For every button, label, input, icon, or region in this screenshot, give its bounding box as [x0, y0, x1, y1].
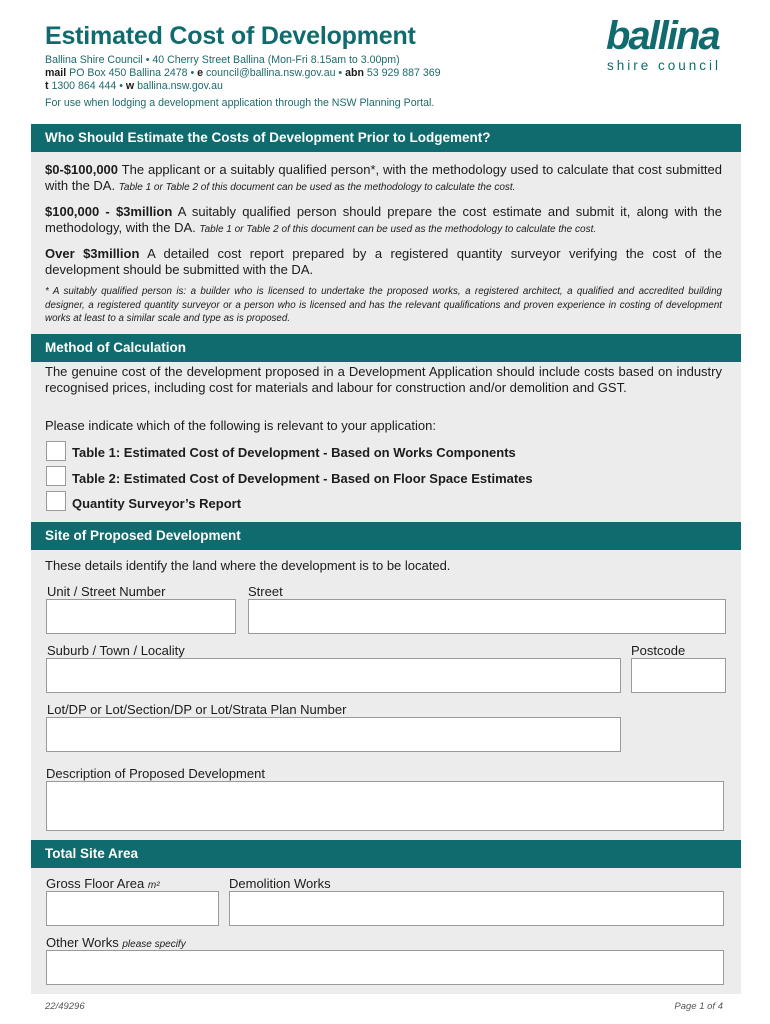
- contact-line-mail: mail PO Box 450 Ballina 2478 • e council@ballina.nsw.gov.au • abn 53 929 887 369: [45, 67, 441, 79]
- section-heading-site: Site of Proposed Development: [31, 522, 741, 550]
- checkbox-table2[interactable]: [46, 466, 66, 486]
- section-heading-method: Method of Calculation: [31, 334, 741, 362]
- contact-line-phone: t 1300 864 444 • w ballina.nsw.gov.au: [45, 80, 223, 92]
- checkbox-qs-report[interactable]: [46, 491, 66, 511]
- method-prompt: Please indicate which of the following is relevant to your application:: [45, 418, 436, 433]
- postcode-label: Postcode: [631, 643, 686, 658]
- section-heading-site-area: Total Site Area: [31, 840, 741, 868]
- usage-note: For use when lodging a development application through the NSW Planning Portal.: [45, 97, 435, 109]
- demolition-works-input[interactable]: [229, 891, 724, 926]
- method-intro: The genuine cost of the development proposed in a Development Application should include costs based on industry recognised prices, including cost for materials and labour for construction and/or demolition and GST.: [45, 364, 722, 395]
- suburb-label: Suburb / Town / Locality: [47, 643, 185, 658]
- logo-subtitle: shire council: [607, 58, 722, 73]
- page-title: Estimated Cost of Development: [45, 22, 416, 50]
- street-label: Street: [248, 584, 283, 599]
- document-reference: 22/49296: [45, 1001, 85, 1012]
- contact-details: [45, 54, 441, 93]
- cost-tier-over-3m: Over $3million A detailed cost report prepared by a registered quantity surveyor verifying the cost of the development should be submitted with the DA.: [45, 246, 722, 277]
- cost-tier-100k-3m: $100,000 - $3million A suitably qualified person should prepare the cost estimate and submit it, along with the methodology, with the DA. Table 1 or Table 2 of this document can be used as the methodology to calculate the cost.: [45, 204, 722, 235]
- lot-dp-input[interactable]: [46, 717, 621, 752]
- description-input[interactable]: [46, 781, 724, 831]
- unit-street-number-label: Unit / Street Number: [47, 584, 166, 599]
- lot-dp-label: Lot/DP or Lot/Section/DP or Lot/Strata Plan Number: [47, 702, 347, 717]
- ballina-logo: ballina: [606, 14, 719, 58]
- option-qs-report-label: Quantity Surveyor’s Report: [72, 496, 242, 511]
- qualified-person-footnote: * A suitably qualified person is: a builder who is licensed to undertake the proposed works, a registered architect, a qualified and accredited building designer, a registered quantity surveyor or a person who is licensed and has the relevant qualifications and proven experience in costing of development works at least to a similar scale and type as is proposed.: [45, 286, 722, 324]
- option-table1-label: Table 1: Estimated Cost of Development - Based on Works Components: [72, 445, 516, 460]
- street-input[interactable]: [248, 599, 726, 634]
- description-label: Description of Proposed Development: [46, 766, 265, 781]
- cost-tier-0-100k: $0-$100,000 The applicant or a suitably qualified person*, with the methodology used to calculate that cost submitted with the DA. Table 1 or Table 2 of this document can be used as the methodology to calculate the cost.: [45, 162, 722, 193]
- option-table2-label: Table 2: Estimated Cost of Development - Based on Floor Space Estimates: [72, 471, 533, 486]
- unit-street-number-input[interactable]: [46, 599, 236, 634]
- other-works-input[interactable]: [46, 950, 724, 985]
- contact-line-address: Ballina Shire Council • 40 Cherry Street Ballina (Mon-Fri 8.15am to 3.00pm): [45, 54, 400, 66]
- postcode-input[interactable]: [631, 658, 726, 693]
- checkbox-table1[interactable]: [46, 441, 66, 461]
- gross-floor-area-input[interactable]: [46, 891, 219, 926]
- demolition-works-label: Demolition Works: [229, 876, 331, 891]
- section-heading-who-estimates: Who Should Estimate the Costs of Development Prior to Lodgement?: [31, 124, 741, 152]
- other-works-label: Other Works please specify: [46, 935, 186, 950]
- gross-floor-area-label: Gross Floor Area m²: [46, 876, 160, 891]
- page-number: Page 1 of 4: [674, 1001, 723, 1012]
- suburb-input[interactable]: [46, 658, 621, 693]
- site-intro: These details identify the land where the development is to be located.: [45, 558, 451, 573]
